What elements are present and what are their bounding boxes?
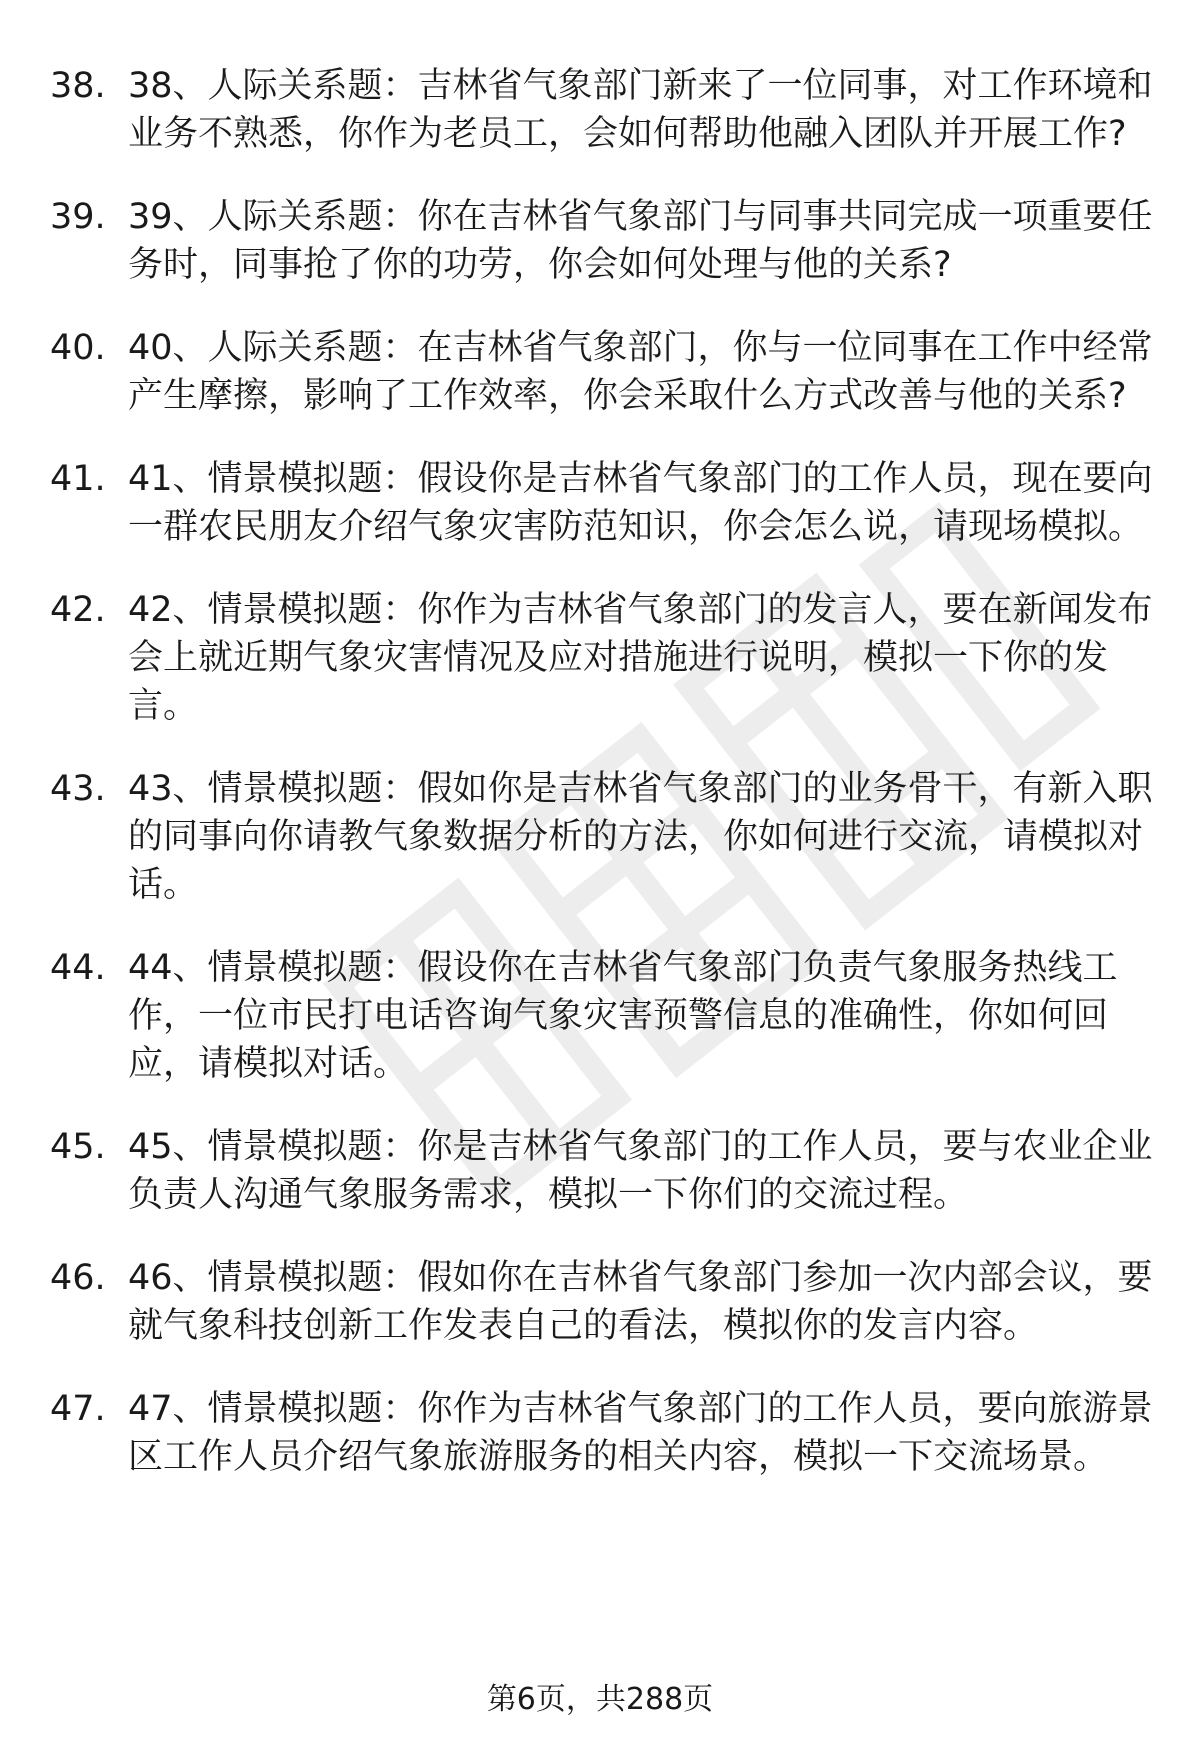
- question-item: [50, 765, 1160, 909]
- question-item: [50, 944, 1160, 1088]
- question-item: [50, 455, 1160, 551]
- question-text: 39、人际关系题：你在吉林省气象部门与同事共同完成一项重要任务时，同事抢了你的功劳，你会如何处理与他的关系?: [128, 197, 1153, 285]
- question-number: 42.: [50, 590, 106, 630]
- question-number: 45.: [50, 1127, 106, 1167]
- question-text: 44、情景模拟题：假设你在吉林省气象部门负责气象服务热线工作，一位市民打电话咨询气象灾害预警信息的准确性，你如何回应，请模拟对话。: [128, 948, 1118, 1084]
- question-item: [50, 1254, 1160, 1350]
- question-item: [50, 62, 1160, 158]
- question-text: 43、情景模拟题：假如你是吉林省气象部门的业务骨干，有新入职的同事向你请教气象数据分析的方法，你如何进行交流，请模拟对话。: [128, 769, 1153, 905]
- question-text: 47、情景模拟题：你作为吉林省气象部门的工作人员，要向旅游景区工作人员介绍气象旅游服务的相关内容，模拟一下交流场景。: [128, 1389, 1153, 1477]
- question-number: 38.: [50, 66, 106, 106]
- question-item: [50, 324, 1160, 420]
- question-number: 43.: [50, 769, 106, 809]
- question-text: 42、情景模拟题：你作为吉林省气象部门的发言人，要在新闻发布会上就近期气象灾害情况及应对措施进行说明，模拟一下你的发言。: [128, 590, 1153, 726]
- question-text: 46、情景模拟题：假如你在吉林省气象部门参加一次内部会议，要就气象科技创新工作发表自己的看法，模拟你的发言内容。: [128, 1258, 1153, 1346]
- question-item: [50, 1123, 1160, 1219]
- question-text: 41、情景模拟题：假设你是吉林省气象部门的工作人员，现在要向一群农民朋友介绍气象灾害防范知识，你会怎么说，请现场模拟。: [128, 459, 1153, 547]
- question-item: [50, 586, 1160, 730]
- question-text: 38、人际关系题：吉林省气象部门新来了一位同事，对工作环境和业务不熟悉，你作为老员工，会如何帮助他融入团队并开展工作?: [128, 66, 1153, 154]
- question-item: [50, 1385, 1160, 1481]
- question-number: 47.: [50, 1389, 106, 1429]
- question-text: 45、情景模拟题：你是吉林省气象部门的工作人员，要与农业企业负责人沟通气象服务需求，模拟一下你们的交流过程。: [128, 1127, 1153, 1215]
- question-list: [50, 62, 1160, 1516]
- question-number: 44.: [50, 948, 106, 988]
- page-footer: [0, 1680, 1200, 1720]
- question-number: 40.: [50, 328, 106, 368]
- question-number: 46.: [50, 1258, 106, 1298]
- question-number: 39.: [50, 197, 106, 237]
- question-item: [50, 193, 1160, 289]
- question-number: 41.: [50, 459, 106, 499]
- page-number-label: 第6页，共288页: [486, 1682, 714, 1717]
- question-text: 40、人际关系题：在吉林省气象部门，你与一位同事在工作中经常产生摩擦，影响了工作效率，你会采取什么方式改善与他的关系?: [128, 328, 1153, 416]
